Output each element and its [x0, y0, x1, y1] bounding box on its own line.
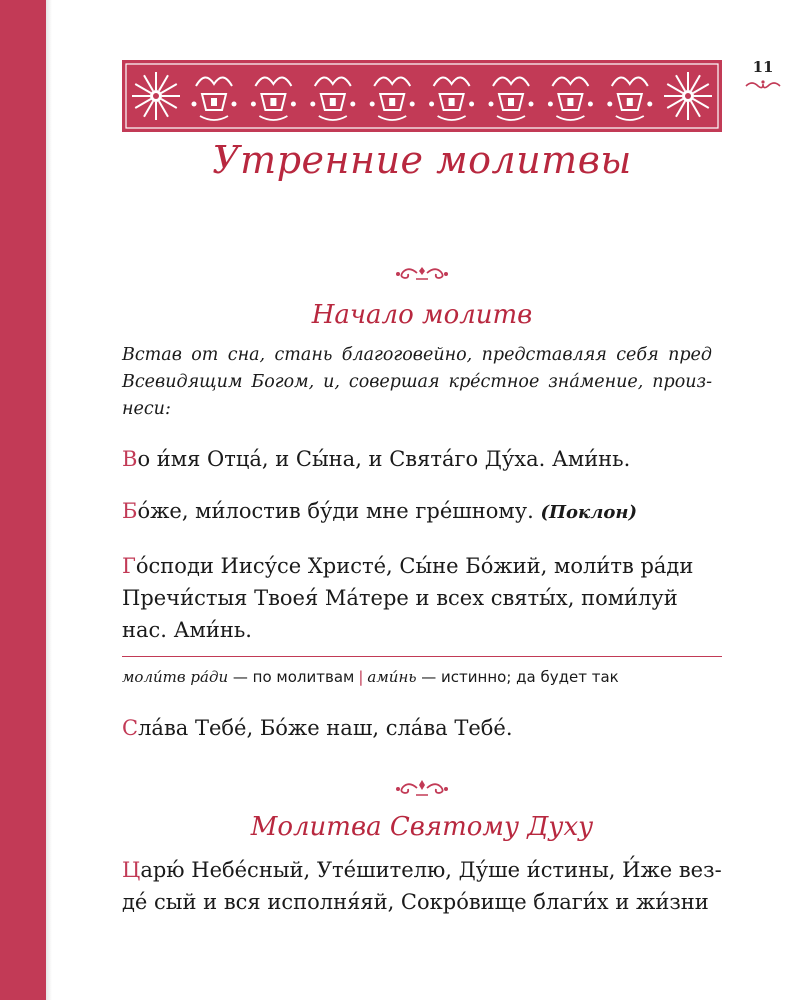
gloss-dash: —	[228, 668, 253, 686]
initial-letter: Ц	[122, 858, 141, 882]
prayer-line	[122, 550, 702, 582]
initial-letter: Б	[122, 499, 138, 523]
prayer-line: Пречи́стыя Твоея́ Ма́тере и всех святы́х, поми́луй	[122, 586, 678, 610]
prayer-text: о́же, ми́лостив бу́ди мне гре́шному.	[137, 499, 541, 523]
prayer-text: арю́ Небе́сный, Уте́шителю, Ду́ше и́стины, И́же вез-	[140, 858, 722, 882]
prayer-line	[122, 854, 722, 886]
gloss-separator: |	[358, 668, 364, 686]
page-title: Утренние молитвы	[212, 138, 632, 182]
page-number: 11	[752, 58, 774, 76]
fleuron-icon	[394, 264, 450, 284]
initial-letter: В	[122, 447, 138, 471]
prayer-line	[122, 443, 702, 475]
prayer-aside: (Поклон)	[540, 502, 638, 523]
fleuron-icon	[394, 778, 450, 800]
initial-letter: Г	[122, 554, 136, 578]
page-edge-band	[0, 0, 46, 1000]
rubric-text: Встав от сна, стань благоговейно, представляя себя пред Всевидящим Богом, и, совершая кре́стное зна́мение, произ-неси:	[122, 345, 712, 419]
folk-ornament-band	[122, 60, 722, 132]
prayer-text: ла́ва Тебе́, Бо́же наш, сла́ва Тебе́.	[138, 716, 513, 740]
gloss-meaning: по молитвам	[252, 668, 355, 686]
prayer-block	[122, 550, 702, 646]
prayer-text: о́споди Иису́се Христе́, Сы́не Бо́жий, моли́тв ра́ди	[135, 554, 694, 578]
prayer-line: де́ сый и вся исполня́яй, Сокро́вище благи́х и жи́зни	[122, 890, 709, 914]
gloss-dash: —	[416, 668, 442, 686]
prayer-line: нас. Ами́нь.	[122, 618, 252, 642]
section-heading: Начало молитв	[311, 300, 533, 330]
gloss-term: моли́тв ра́ди	[122, 668, 229, 686]
page-number-curl-icon	[742, 78, 784, 92]
gloss-divider	[122, 656, 722, 657]
prayer-block	[122, 854, 722, 918]
glossary-line	[122, 666, 722, 688]
prayer-text: о и́мя Отца́, и Сы́на, и Свята́го Ду́ха. Ами́нь.	[137, 447, 631, 471]
initial-letter: С	[122, 716, 139, 740]
prayer-line	[122, 712, 702, 744]
gloss-term: ами́нь	[367, 668, 417, 686]
gloss-meaning: истинно; да будет так	[441, 668, 619, 686]
prayer-line	[122, 495, 702, 529]
page-edge-shadow	[46, 0, 52, 1000]
section-heading: Молитва Святому Духу	[250, 812, 594, 842]
